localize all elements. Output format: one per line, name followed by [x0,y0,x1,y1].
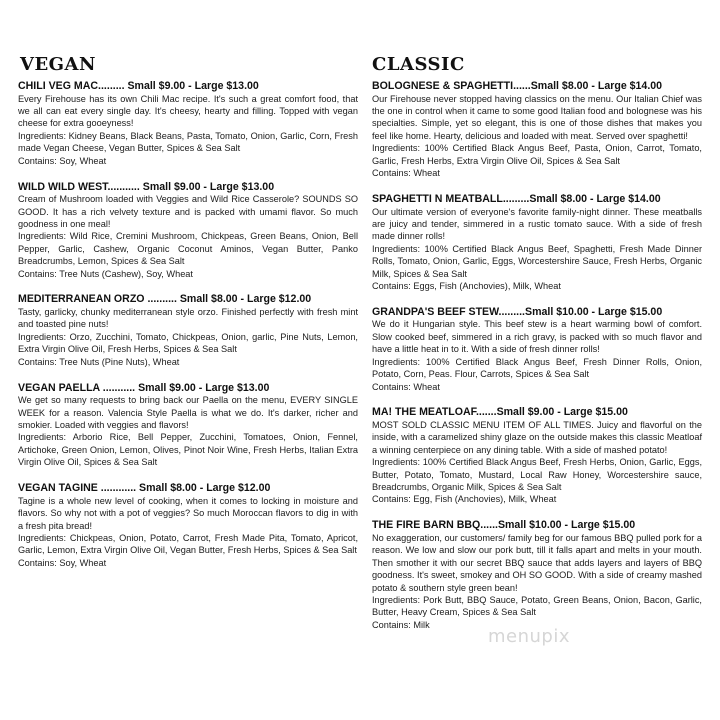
menu-item-title: VEGAN TAGINE ............ Small $8.00 - Large $12.00 [18,482,271,495]
menu-item-contains: Contains: Soy, Wheat [18,155,107,166]
menu-item [372,406,702,505]
menu-item-ingredients: Ingredients: Chickpeas, Onion, Potato, Carrot, Fresh Made Pita, Tomato, Apricot, Garlic, Lemon, Extra Virgin Olive Oil, Vegan Butter, Fresh Herbs, Spices & Sea Salt [18,532,358,556]
menu-item-description: Our ultimate version of everyone's favorite family-night dinner. These meatballs are juicy and tender, simmered in a rustic tomato sauce. With a side of fresh made dinner rolls! [372,206,702,242]
menu-item-description: MOST SOLD CLASSIC MENU ITEM OF ALL TIMES. Juicy and flavorful on the inside, with a caramelized shiny glaze on the outside makes this classic Meatloaf a winning centerpiece on any dining table. With a side of mashed potato! [372,420,702,455]
menu-item-title: SPAGHETTI N MEATBALL.........Small $8.00 - Large $14.00 [372,192,661,205]
menu-item-description: Our Firehouse never stopped having classics on the menu. Our Italian Chief was the one in control when it came to some good Italian food and bolognese was his specialties. Simple, yet so elegant, this is one of those dishes that makes you feel like home. Hearty, delicious and loaded with meat. Served over spaghetti! [372,93,702,141]
vegan-section-title: VEGAN [20,54,96,75]
menu-item-description: We get so many requests to bring back our Paella on the menu, EVERY SINGLE WEEK for a reason. Valencia Style Paella is what we do. It's darker, richer and smokier. Loaded with veggies and flavors! [18,395,358,430]
vegan-column [18,54,358,583]
menu-item-contains: Contains: Tree Nuts (Cashew), Soy, Wheat [18,268,193,279]
menu-item [18,482,358,569]
menu-item [18,181,358,280]
menu-item-title: THE FIRE BARN BBQ......Small $10.00 - Large $15.00 [372,519,636,532]
menu-item-contains: Contains: Wheat [372,168,440,179]
menu-item [18,80,358,167]
classic-item-list [372,80,702,631]
watermark-text: menupix [488,626,571,647]
menu-item-contains: Contains: Soy, Wheat [18,557,107,568]
menu-item [18,293,358,368]
menu-item-description: Tasty, garlicky, chunky mediterranean style orzo. Finished perfectly with fresh mint and toasted pine nuts! [18,307,358,330]
menu-item-contains: Contains: Milk [372,619,430,630]
classic-section-title: CLASSIC [372,54,465,75]
menu-item-ingredients: Ingredients: 100% Certified Black Angus Beef, Fresh Dinner Rolls, Onion, Potato, Corn, Peas. Flour, Carrots, Spices & Sea Salt [372,356,702,380]
menu-item-ingredients: Ingredients: Kidney Beans, Black Beans, Pasta, Tomato, Onion, Garlic, Corn, Fresh made Vegan Cheese, Vegan Butter, Spices & Sea Salt [18,130,358,154]
menu-item-title: GRANDPA'S BEEF STEW.........Small $10.00 - Large $15.00 [372,305,663,318]
menu-item-title: WILD WILD WEST........... Small $9.00 - Large $13.00 [18,180,275,193]
menu-item-title: BOLOGNESE & SPAGHETTI......Small $8.00 - Large $14.00 [372,80,663,92]
menu-item-description: No exaggeration, our customers/ family beg for our famous BBQ pulled pork for a reason. We low and slow our pork butt, till it falls apart and melts in your mouth. Then smother it with our secret BBQ sauce that adds layers and layers of BBQ goodness. It's sweet, smokey and OH SO GOOD. With a side of creamy mashed potato & southern style green bean! [372,532,702,593]
menu-item-title: MEDITERRANEAN ORZO .......... Small $8.00 - Large $12.00 [18,293,312,306]
menu-item-description: Tagine is a whole new level of cooking, when it comes to locking in moisture and flavors. So why not with a pot of veggies? So much Moroccan flavors to dig in with a fresh pita bread! [18,495,358,531]
menu-item-title: MA! THE MEATLOAF.......Small $9.00 - Large $15.00 [372,406,628,419]
menu-item-ingredients: Ingredients: 100% Certified Black Angus Beef, Pasta, Onion, Carrot, Tomato, Garlic, Fresh Herbs, Extra Virgin Olive Oil, Spices & Sea Salt [372,143,702,166]
menu-item-ingredients: Ingredients: 100% Certified Black Angus Beef, Fresh Herbs, Onion, Garlic, Eggs, Butter, Potato, Tomato, Mustard, Local Raw Honey, Worcestershire sauce, Breadcrumbs, Organic Milk, Spices & Sea Salt [372,457,702,493]
classic-column [372,54,702,645]
menu-item-contains: Contains: Egg, Fish (Anchovies), Milk, Wheat [372,494,557,505]
menu-item [372,519,702,631]
menu-item-ingredients: Ingredients: Wild Rice, Cremini Mushroom, Chickpeas, Green Beans, Onion, Bell Pepper, Garlic, Cashew, Organic Coconut Aminos, Vegan Butter, Panko Breadcrumbs, Lemon, Spices & Sea Salt [18,231,358,267]
menu-item-description: Cream of Mushroom loaded with Veggies and Wild Rice Casserole? SOUNDS SO GOOD. It has a rich velvety texture and is packed with umami flavor. So much goodness in one meal! [18,194,358,229]
menu-item [18,382,358,469]
menu-item [372,80,702,179]
menu-item-contains: Contains: Tree Nuts (Pine Nuts), Wheat [18,356,180,367]
menu-item-contains: Contains: Wheat [372,381,440,392]
menu-item-description: Every Firehouse has its own Chili Mac recipe. It's such a great comfort food, that we all can eat every single day. It's cheesy, hearty and filling. Topped with vegan cheese for extra gooeyness! [18,93,358,129]
menu-item-description: We do it Hungarian style. This beef stew is a heart warming bowl of comfort. Slow cooked beef, simmered in a rich gravy, is packed with so much flavor and have a little heat in to it. With a side of fresh dinner rolls! [372,319,702,355]
menu-item-ingredients: Ingredients: 100% Certified Black Angus Beef, Spaghetti, Fresh Made Dinner Rolls, Tomato, Onion, Garlic, Eggs, Worcestershire Sauce, Fresh Herbs, Organic Milk, Spices & Sea Salt [372,243,702,279]
menu-item-title: VEGAN PAELLA ........... Small $9.00 - Large $13.00 [18,381,270,394]
menu-item [372,193,702,292]
menu-item-contains: Contains: Eggs, Fish (Anchovies), Milk, Wheat [372,280,561,291]
vegan-item-list [18,80,358,569]
menu-item-ingredients: Ingredients: Pork Butt, BBQ Sauce, Potato, Green Beans, Onion, Bacon, Garlic, Butter, Heavy Cream, Spices & Sea Salt [372,594,702,618]
menu-item-ingredients: Ingredients: Orzo, Zucchini, Tomato, Chickpeas, Onion, garlic, Pine Nuts, Lemon, Extra Virgin Olive Oil, Fresh Herbs, Spices & Sea Salt [18,331,358,355]
menu-item-title: CHILI VEG MAC......... Small $9.00 - Large $13.00 [18,80,259,92]
menu-item-ingredients: Ingredients: Arborio Rice, Bell Pepper, Zucchini, Tomatoes, Onion, Fennel, Artichoke, Green Onion, Lemon, Olives, Pinot Noir Wine, Fresh Herbs, Italian Extra Virgin Olive Oil, Spices & Sea Salt [18,432,358,468]
menu-item [372,306,702,393]
